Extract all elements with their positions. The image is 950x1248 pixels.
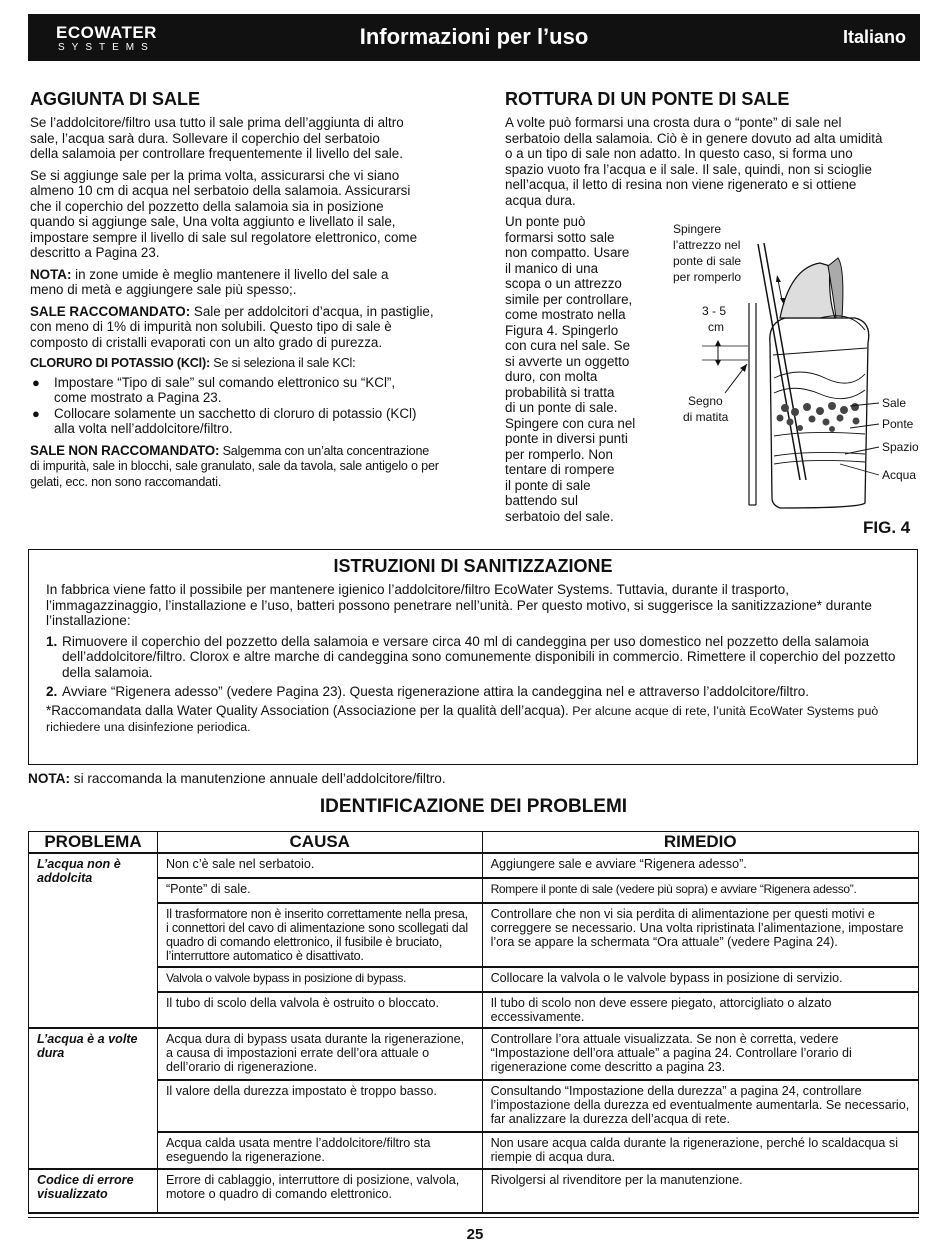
problem-cell: Codice di errore visualizzato — [29, 1169, 158, 1213]
footer-rule — [28, 1217, 919, 1218]
push-label-line: ponte di sale — [673, 254, 742, 268]
recommended-label: SALE RACCOMANDATO: — [30, 303, 191, 319]
table-header-row — [29, 832, 919, 854]
cause-cell: “Ponte” di sale. — [157, 878, 482, 903]
bridge-paragraph-1: A volte può formarsi una crosta dura o “ponte” di sale nel serbatoio della salamoia. Ciò è in genere dovuto ad alta umidità o a un tipo di sale non adatto. In questo caso, si forma uno spazio vuoto fra l’acqua e il sale. Il sale, quindi, non si scioglie nell’acqua, il letto di resina non viene rigenerato e si ottiene acqua dura. — [505, 115, 883, 208]
footnote-extra: Per alcune acque di rete, l’unità EcoWater Systems può richiedere una disinfezione periodica. — [46, 703, 879, 734]
text-line: come mostrato nella — [505, 307, 626, 322]
step-number: 1. — [46, 633, 58, 649]
troubleshooting-table — [28, 831, 919, 1214]
table-row — [29, 1080, 919, 1132]
remedy-cell: Il tubo di scolo non deve essere piegato, attorcigliato o alzato eccessivamente. — [482, 992, 918, 1028]
remedy-cell: Non usare acqua calda durante la rigenerazione, perché lo scaldacqua si riempie di acqua dura. — [482, 1132, 918, 1169]
maintenance-text: si raccomanda la manutenzione annuale dell’addolcitore/filtro. — [70, 771, 446, 786]
bullet-text: Impostare “Tipo di sale” sul comando elettronico su “KCl”, come mostrato a Pagina 23. — [54, 374, 396, 405]
table-row — [29, 878, 919, 903]
salt-paragraph-2: Se si aggiunge sale per la prima volta, assicurarsi che vi siano almeno 10 cm di acqua nel serbatoio della salamoia. Assicurarsi che il coperchio del pozzetto della salamoia sia in posizione quando si aggiunge sale, Una volta aggiunto e livellato il sale, impostare sempre il livello di sale sul regolatore elettronico, come descritto a Pagina 23. — [30, 167, 418, 260]
salt-tank-figure — [660, 218, 925, 543]
remedy-cell: Rompere il ponte di sale (vedere più sopra) e avviare “Rigenera adesso”. — [482, 878, 918, 903]
remedy-cell: Aggiungere sale e avviare “Rigenera adesso”. — [482, 853, 918, 878]
bullet-icon: ● — [32, 405, 40, 421]
language-label: Italiano — [842, 27, 906, 47]
sanitization-heading: ISTRUZIONI DI SANITIZZAZIONE — [333, 556, 613, 576]
water-label: Acqua — [882, 468, 917, 482]
text-line: probabilità si tratta — [505, 384, 615, 400]
sanitization-box — [28, 549, 918, 765]
salt-heading: AGGIUNTA DI SALE — [30, 89, 200, 109]
footnote-main: *Raccomandata dalla Water Quality Association (Associazione per la qualità dell’acqua). — [46, 702, 569, 718]
measure-label: 3 - 5 — [702, 304, 727, 318]
text-line: di un ponte di sale. — [505, 400, 618, 415]
page-number: 25 — [466, 1226, 484, 1243]
sanitization-intro: In fabbrica viene fatto il possibile per mantenere igienico l’addolcitore/filtro EcoWater Systems. Tuttavia, durante il trasporto, l’immagazzinaggio, l’installazione e l’uso, batteri possono penetrare nell’unità. Per questo motivo, si suggerisce la sanitizzazione* durante l’installazione: — [46, 582, 872, 628]
text-line: ponte in diversi punti — [505, 431, 628, 446]
text-line: tentare di rompere — [505, 462, 615, 477]
text-line: scopa o un attrezzo — [505, 276, 622, 291]
kcl-intro — [30, 356, 442, 372]
cause-cell: Non c’è sale nel serbatoio. — [157, 853, 482, 878]
text-line: il ponte di sale — [505, 477, 591, 493]
table-row — [29, 1132, 919, 1169]
gap-label: Spazio — [882, 440, 919, 454]
cause-cell: Acqua calda usata mentre l’addolcitore/filtro sta eseguendo la rigenerazione. — [157, 1132, 482, 1169]
text-line: simile per controllare, — [505, 291, 633, 307]
kcl-label: CLORURO DI POTASSIO (KCl): — [30, 356, 210, 370]
cause-cell: Acqua dura di bypass usata durante la rigenerazione, a causa di impostazioni errate dell’ora attuale o dell’orario di rigenerazione. — [157, 1028, 482, 1080]
not-recommended-text: Salgemma con un’alta concentrazione di impurità, sale in blocchi, sale granulato, sale da tavola, sale antigelo o per gelati, ecc. non sono raccomandati. — [30, 443, 439, 489]
remedy-cell: Controllare l’ora attuale visualizzata. Se non è corretta, vedere “Impostazione dell’ora attuale” a pagina 24. Controllare l’orario di rigenerazione come descritto a pagina 23. — [482, 1028, 918, 1080]
brand-logo-bottom: SYSTEMS — [58, 42, 155, 53]
table-row — [29, 903, 919, 967]
table-row — [29, 967, 919, 992]
remedy-cell: Consultando “Impostazione della durezza” a pagina 24, controllare l’impostazione della durezza ed eventualmente aumentarla. Se necessario, far analizzare la durezza dell’acqua di rete. — [482, 1080, 918, 1132]
text-line: duro, con molta — [505, 369, 598, 384]
recommended-salt — [30, 304, 440, 351]
kcl-bullets — [30, 375, 442, 437]
bridge-label: Ponte — [882, 417, 914, 431]
text-line: Figura 4. Spingerlo — [505, 322, 619, 338]
note-text: in zone umide è meglio mantenere il livello del sale a meno di metà e aggiungere sale più spesso;. — [30, 266, 389, 297]
salt-paragraph-1: Se l’addolcitore/filtro usa tutto il sale prima dell’aggiunta di altro sale, l’acqua sarà dura. Sollevare il coperchio del serbatoio della salamoia per controllare frequentemente il livello del sale. — [30, 115, 404, 161]
step-text: Avviare “Rigenera adesso” (vedere Pagina 23). Questa rigenerazione attira la candeggina nel e attraverso l’addolcitore/filtro. — [62, 684, 810, 699]
push-label-line: per romperlo — [673, 270, 742, 284]
list-item — [30, 406, 442, 437]
figure-caption: FIG. 4 — [863, 518, 911, 537]
not-recommended-salt — [30, 443, 440, 491]
salt-bridge-section — [505, 89, 905, 208]
measure-unit: cm — [708, 320, 724, 334]
list-item — [46, 684, 917, 700]
step-text: Rimuovere il coperchio del pozzetto della salamoia e versare circa 40 ml di candeggina per uso domestico nel pozzetto della salamoia dell’addolcitore/filtro. Clorox e altre marche di candeggina sono comunemente disponibili in commercio. Rimettere il coperchio del pozzetto della salamoia. — [62, 633, 896, 680]
bridge-paragraph-2 — [505, 214, 655, 524]
column-header: RIMEDIO — [482, 832, 918, 854]
not-recommended-label: SALE NON RACCOMANDATO: — [30, 442, 220, 458]
pencil-label: Segno — [688, 394, 723, 408]
kcl-text: Se si seleziona il sale KCl: — [209, 356, 356, 370]
push-label-line: Spingere — [673, 222, 722, 236]
bridge-heading: ROTTURA DI UN PONTE DI SALE — [505, 89, 790, 109]
table-row — [29, 1028, 919, 1080]
bullet-text: Collocare solamente un sacchetto di cloruro di potassio (KCl) alla volta nell’addolcitore/filtro. — [54, 405, 417, 436]
text-line: Un ponte può — [505, 214, 586, 229]
cause-cell: Valvola o valvole bypass in posizione di bypass. — [157, 967, 482, 992]
text-line: si avverte un oggetto — [505, 353, 630, 369]
table-row — [29, 1169, 919, 1213]
text-line: non compatto. Usare — [505, 245, 630, 260]
bullet-icon: ● — [32, 374, 40, 390]
text-line: formarsi sotto sale — [505, 229, 615, 245]
text-line: serbatoio del sale. — [505, 508, 614, 524]
cause-cell: Il tubo di scolo della valvola è ostruito o bloccato. — [157, 992, 482, 1028]
page-title: Informazioni per l’uso — [359, 24, 589, 49]
page-header — [28, 14, 920, 61]
sanitization-footnote — [46, 703, 906, 736]
list-item — [46, 634, 917, 681]
brand-logo-top: ECOWATER — [56, 23, 157, 42]
problem-cell: L’acqua è a volte dura — [29, 1028, 158, 1169]
note-label: NOTA: — [30, 266, 72, 282]
column-header: CAUSA — [157, 832, 482, 854]
salt-note — [30, 267, 425, 298]
maintenance-note — [28, 771, 446, 787]
remedy-cell: Rivolgersi al rivenditore per la manutenzione. — [482, 1169, 918, 1213]
text-line: con cura nel sale. Se — [505, 338, 631, 353]
salt-section — [30, 89, 442, 490]
maintenance-label: NOTA: — [28, 771, 71, 786]
cause-cell: Errore di cablaggio, interruttore di posizione, valvola, motore o quadro di comando elettronico. — [157, 1169, 482, 1213]
remedy-cell: Collocare la valvola o le valvole bypass in posizione di servizio. — [482, 967, 918, 992]
remedy-cell: Controllare che non vi sia perdita di alimentazione per questi motivi e correggere se necessario. Una volta ripristinata l’alimentazione, impostare l’ora se appare la schermata “Ora attuale” (vedere Pagina 24). — [482, 903, 918, 967]
troubleshooting-heading: IDENTIFICAZIONE DEI PROBLEMI — [319, 796, 628, 817]
salt-label: Sale — [882, 396, 907, 410]
list-item — [30, 375, 442, 406]
table-row — [29, 992, 919, 1028]
text-line: per romperlo. Non — [505, 446, 613, 462]
cause-cell: Il trasformatore non è inserito correttamente nella presa, i connettori del cavo di alimentazione sono scollegati dal quadro di comando elettronico, il fusibile è bruciato, l’interruttore automatico è disattivato. — [157, 903, 482, 967]
text-line: battendo sul — [505, 493, 578, 508]
cause-cell: Il valore della durezza impostato è troppo basso. — [157, 1080, 482, 1132]
text-line: il manico di una — [505, 260, 599, 276]
pencil-label: di matita — [683, 410, 729, 424]
step-number: 2. — [46, 684, 58, 699]
problem-cell: L’acqua non è addolcita — [29, 853, 158, 1028]
table-row — [29, 853, 919, 878]
text-line: Spingere con cura nel — [505, 415, 636, 431]
column-header: PROBLEMA — [29, 832, 158, 854]
push-label-line: l’attrezzo nel — [673, 238, 741, 252]
recommended-text: Sale per addolcitori d’acqua, in pastiglie, con meno di 1% di impurità non solubili. Questo tipo di sale è composto di cristalli evaporati con un alto grado di purezza. — [30, 303, 434, 350]
